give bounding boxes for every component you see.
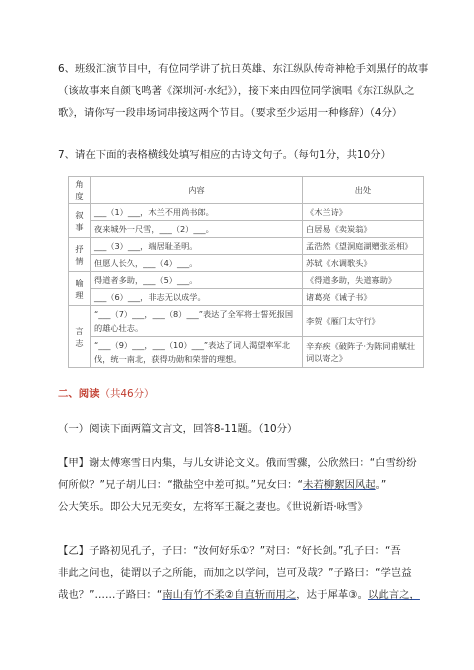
passage-line [58, 584, 430, 606]
poem-table [68, 176, 424, 368]
source-cell: 《木兰诗》 [303, 204, 424, 221]
passage-text: ，达于犀革③。 [296, 589, 368, 601]
q6-line: （该故事来自颜飞鸣著《深圳河·水纪》），接下来由四位同学演唱《东江纵队之 [58, 85, 415, 97]
source-cell: 白居易《卖炭翁》 [303, 221, 424, 238]
content-cell: “___（7）___，___（8）___”表达了全军将士誓死报国的雄心壮志。 [91, 306, 303, 337]
header-cell: 内容 [91, 177, 303, 204]
header-cell: 出处 [303, 177, 424, 204]
section-title: 二、阅读 [58, 388, 100, 400]
table-row [69, 238, 424, 255]
content-cell: 得道者多助，___（5）___。 [91, 272, 303, 289]
header-cell: 角度 [69, 177, 91, 204]
passage-yi [58, 540, 430, 606]
underlined-phrase: 未若柳絮因风起 [302, 479, 376, 491]
content-cell: 夜来城外一尺雪，___（2）___。 [91, 221, 303, 238]
section-heading [58, 385, 154, 400]
content-cell: ___（3）___，端居耻圣明。 [91, 238, 303, 255]
content-cell: 但愿人长久，___（4）___。 [91, 255, 303, 272]
table-row [69, 337, 424, 368]
table-header-row [69, 177, 424, 204]
passage-text: 哉也？”……子路曰：“ [58, 589, 163, 601]
passage-line [58, 474, 430, 496]
source-cell: 诸葛亮《诫子书》 [303, 289, 424, 306]
passage-line: 非此之问也，徒谓以子之所能，而加之以学问，岂可及哉？”子路曰：“学岂益 [58, 567, 412, 579]
source-cell: 孟浩然《望洞庭湖赠张丞相》 [303, 238, 424, 255]
passage-jia [58, 452, 430, 518]
q6-text [58, 58, 430, 124]
category-cell: 喻理 [69, 272, 91, 306]
passage-line: 公大笑乐。即公大兄无奕女，左将军王凝之妻也。《世说新语·咏雪》 [58, 501, 368, 513]
passage-line: 【乙】子路初见孔子，子曰：“汝何好乐①？”对曰：“好长剑。”孔子曰：“吾 [58, 545, 401, 557]
table-row [69, 204, 424, 221]
passage-text: 。” [375, 479, 387, 491]
table-row [69, 255, 424, 272]
source-cell: 李贺《雁门太守行》 [303, 306, 424, 337]
table-row [69, 221, 424, 238]
underlined-phrase: 以此言之， [367, 589, 420, 601]
source-cell: 苏轼《水调歌头》 [303, 255, 424, 272]
table-row [69, 272, 424, 289]
content-cell: ___（1）___，木兰不用尚书郎。 [91, 204, 303, 221]
q6-line: 歌》，请你写一段串场词串接这两个节目。（要求至少运用一种修辞）（4分） [58, 107, 403, 119]
source-cell: 辛弃疾《破阵子·为陈同甫赋壮词以寄之》 [303, 337, 424, 368]
table-row [69, 289, 424, 306]
passage-line: 【甲】谢太傅寒雪日内集，与儿女讲论文义。俄而雪骤，公欣然曰：“白雪纷纷 [58, 457, 417, 469]
q7-title: 7、请在下面的表格横线处填写相应的古诗文句子。（每句1分，共10分） [58, 149, 391, 161]
category-cell: 叙事 [69, 204, 91, 238]
passage-intro: （一）阅读下面两篇文言文，回答8-11题。（10分） [58, 423, 298, 435]
category-cell: 抒情 [69, 238, 91, 272]
underlined-phrase: 南山有竹不柔②自直斩而用之 [162, 589, 297, 601]
section-score: （共46分） [99, 388, 155, 400]
table-row [69, 306, 424, 337]
passage-text: 何所似？”兄子胡儿曰：“撒盐空中差可拟。”兄女曰：“ [58, 479, 303, 491]
source-cell: 《得道多助，失道寡助》 [303, 272, 424, 289]
q6-line: 6、班级汇演节目中，有位同学讲了抗日英雄、东江纵队传奇神枪手刘黑仔的故事 [58, 63, 429, 75]
content-cell: “___（9）___，___（10）___”表达了词人渴望率军北伐，统一南北，获得功勋和荣誉的理想。 [91, 337, 303, 368]
category-cell: 言志 [69, 306, 91, 368]
content-cell: ___（6）___，非志无以成学。 [91, 289, 303, 306]
